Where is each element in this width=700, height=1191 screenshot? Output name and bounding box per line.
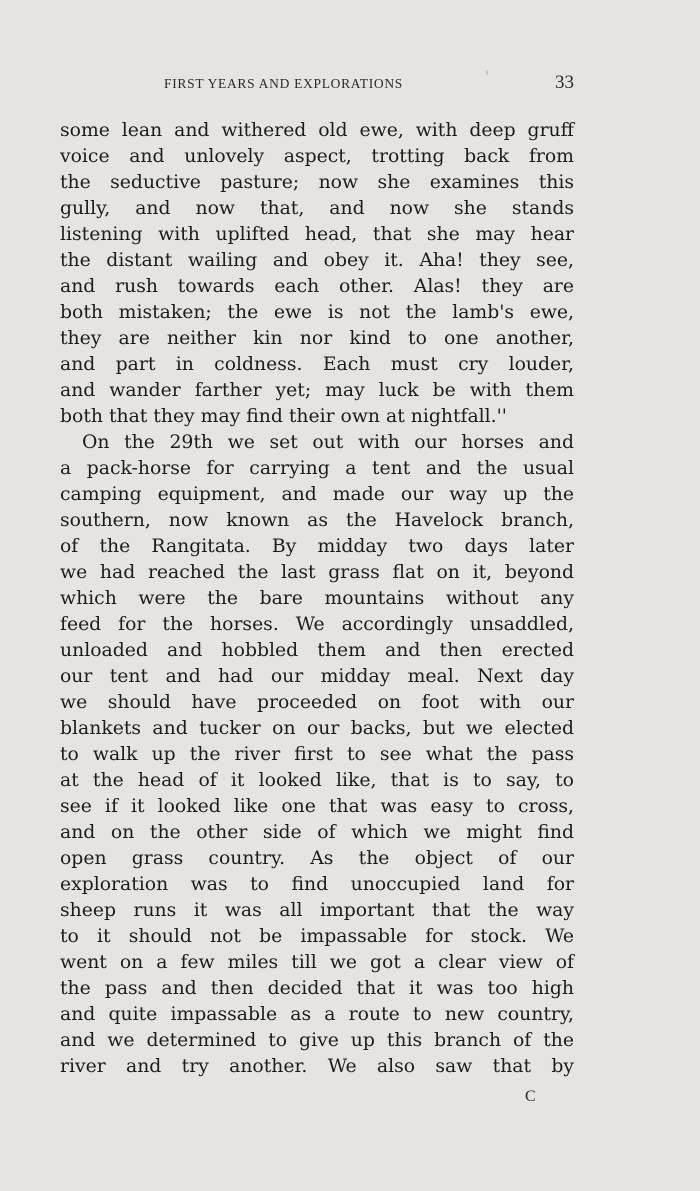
text-line: southern, now known as the Havelock branch,: [60, 510, 574, 531]
text-line: sheep runs it was all important that the way: [60, 900, 574, 921]
text-line: see if it looked like one that was easy to cross,: [60, 796, 574, 817]
text-line: blankets and tucker on our backs, but we elected: [60, 718, 574, 739]
text-line: the seductive pasture; now she examines this: [60, 172, 574, 193]
text-line: river and try another. We also saw that by: [60, 1056, 574, 1077]
text-line: and we determined to give up this branch of the: [60, 1030, 574, 1051]
text-line: and part in coldness. Each must cry louder,: [60, 354, 574, 375]
text-line: a pack-horse for carrying a tent and the usual: [60, 458, 574, 479]
paragraph-start-line: On the 29th we set out with our horses and: [82, 432, 574, 453]
text-line: of the Rangitata. By midday two days later: [60, 536, 574, 557]
running-title: FIRST YEARS AND EXPLORATIONS: [164, 76, 404, 91]
page-number: 33: [555, 72, 574, 93]
text-line: to walk up the river first to see what the pass: [60, 744, 574, 765]
text-line: we should have proceeded on foot with our: [60, 692, 574, 713]
text-line: some lean and withered old ewe, with deep gruff: [60, 120, 574, 141]
text-line: voice and unlovely aspect, trotting back from: [60, 146, 574, 167]
text-line: feed for the horses. We accordingly unsaddled,: [60, 614, 574, 635]
text-line: the pass and then decided that it was too high: [60, 978, 574, 999]
text-line: which were the bare mountains without any: [60, 588, 574, 609]
text-line: camping equipment, and made our way up the: [60, 484, 574, 505]
text-line: we had reached the last grass flat on it, beyond: [60, 562, 574, 583]
text-line: they are neither kin nor kind to one another,: [60, 328, 574, 349]
text-line: and rush towards each other. Alas! they are: [60, 276, 574, 297]
signature-mark: C: [525, 1088, 536, 1105]
text-line: unloaded and hobbled them and then erected: [60, 640, 574, 661]
text-line: open grass country. As the object of our: [60, 848, 574, 869]
text-line: our tent and had our midday meal. Next day: [60, 666, 574, 687]
text-line: to it should not be impassable for stock. We: [60, 926, 574, 947]
text-line: and on the other side of which we might find: [60, 822, 574, 843]
text-line: both mistaken; the ewe is not the lamb's ewe,: [60, 302, 574, 323]
text-line: went on a few miles till we got a clear view of: [60, 952, 574, 973]
text-line: exploration was to find unoccupied land for: [60, 874, 574, 895]
text-line: and wander farther yet; may luck be with them: [60, 380, 574, 401]
body-text: [60, 118, 574, 1080]
running-head: [60, 72, 574, 96]
text-line: listening with uplifted head, that she may hear: [60, 224, 574, 245]
text-line: at the head of it looked like, that is to say, to: [60, 770, 574, 791]
paragraph-end-line: both that they may find their own at nightfall.'': [60, 406, 507, 427]
text-line: and quite impassable as a route to new country,: [60, 1004, 574, 1025]
text-line: gully, and now that, and now she stands: [60, 198, 574, 219]
text-line: the distant wailing and obey it. Aha! they see,: [60, 250, 574, 271]
